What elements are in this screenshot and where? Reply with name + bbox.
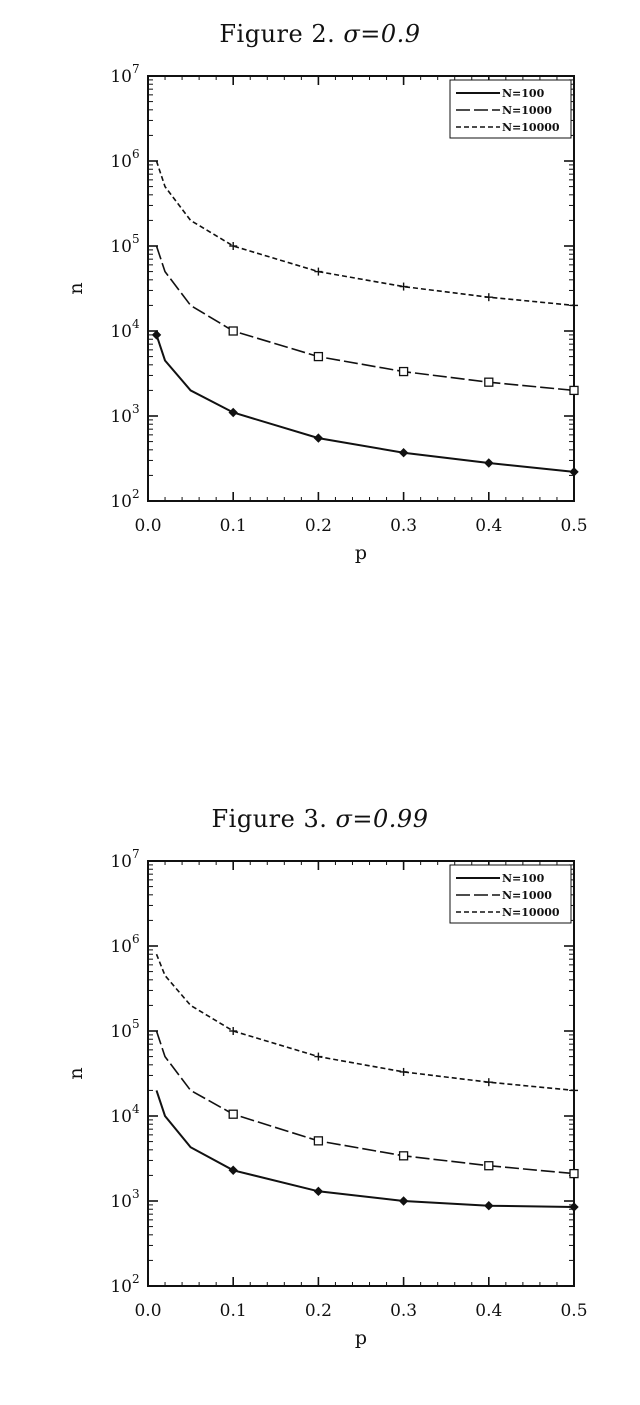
legend-entry: N=100: [502, 87, 545, 100]
y-tick-label: 10: [110, 67, 132, 87]
legend: [450, 80, 571, 138]
data-point: [485, 459, 493, 467]
chart-plot: [0, 845, 640, 1405]
x-tick-label: 0.1: [219, 1301, 247, 1321]
y-tick-exponent: 4: [132, 317, 140, 331]
series-line: [157, 335, 575, 472]
chart-title-param: σ=0.9: [343, 20, 421, 48]
legend-entry: N=10000: [502, 121, 560, 134]
series-line: [157, 1031, 575, 1174]
y-tick-label: 10: [110, 492, 132, 512]
y-tick-exponent: 2: [132, 1272, 140, 1286]
y-tick-label: 10: [110, 322, 132, 342]
data-point: [485, 293, 493, 301]
series-line: [157, 246, 575, 390]
data-point: [400, 283, 408, 291]
chart-plot: [0, 60, 640, 620]
data-point: [153, 331, 161, 339]
y-tick-exponent: 5: [132, 1017, 140, 1031]
data-point: [400, 1068, 408, 1076]
data-point: [229, 1110, 237, 1118]
data-point: [485, 1202, 493, 1210]
y-tick-label: 10: [110, 152, 132, 172]
x-tick-label: 0.0: [134, 1301, 162, 1321]
y-tick-exponent: 5: [132, 232, 140, 246]
y-tick-exponent: 7: [132, 847, 140, 861]
data-point: [314, 268, 322, 276]
x-axis-label: p: [354, 542, 368, 564]
data-point: [314, 1187, 322, 1195]
x-tick-label: 0.4: [475, 1301, 503, 1321]
legend-entry: N=1000: [502, 104, 552, 117]
legend-entry: N=1000: [502, 889, 552, 902]
data-point: [314, 434, 322, 442]
y-tick-label: 10: [110, 407, 132, 427]
data-point: [570, 1170, 578, 1178]
plot-frame: [148, 861, 574, 1286]
y-tick-label: 10: [110, 1107, 132, 1127]
x-tick-label: 0.0: [134, 516, 162, 536]
data-point: [485, 378, 493, 386]
legend-entry: N=10000: [502, 906, 560, 919]
data-point: [314, 1053, 322, 1061]
y-tick-label: 10: [110, 1022, 132, 1042]
x-tick-label: 0.4: [475, 516, 503, 536]
y-tick-exponent: 7: [132, 62, 140, 76]
data-point: [229, 242, 237, 250]
data-point: [400, 1197, 408, 1205]
data-point: [570, 1203, 578, 1211]
chart-title: [0, 805, 640, 833]
data-point: [314, 1137, 322, 1145]
series-line: [157, 161, 575, 305]
y-tick-exponent: 3: [132, 402, 140, 416]
y-tick-label: 10: [110, 1277, 132, 1297]
x-tick-label: 0.5: [560, 1301, 588, 1321]
chart-title-prefix: Figure 2.: [219, 20, 336, 48]
data-point: [570, 468, 578, 476]
y-tick-exponent: 6: [132, 932, 140, 946]
y-tick-exponent: 6: [132, 147, 140, 161]
x-tick-label: 0.2: [304, 516, 332, 536]
y-tick-exponent: 4: [132, 1102, 140, 1116]
data-point: [314, 353, 322, 361]
y-tick-exponent: 3: [132, 1187, 140, 1201]
data-point: [570, 386, 578, 394]
data-point: [400, 449, 408, 457]
legend: [450, 865, 571, 923]
y-tick-label: 10: [110, 937, 132, 957]
y-axis-label: n: [65, 282, 87, 295]
data-point: [400, 1152, 408, 1160]
data-point: [229, 1027, 237, 1035]
y-axis-label: n: [65, 1067, 87, 1080]
y-tick-label: 10: [110, 1192, 132, 1212]
chart-title-param: σ=0.99: [335, 805, 429, 833]
data-point: [229, 408, 237, 416]
x-axis-label: p: [354, 1327, 368, 1349]
data-point: [570, 1086, 578, 1094]
data-point: [485, 1078, 493, 1086]
y-tick-label: 10: [110, 237, 132, 257]
data-point: [485, 1162, 493, 1170]
legend-entry: N=100: [502, 872, 545, 885]
x-tick-label: 0.1: [219, 516, 247, 536]
data-point: [570, 301, 578, 309]
data-point: [229, 1166, 237, 1174]
x-tick-label: 0.5: [560, 516, 588, 536]
series-line: [157, 954, 575, 1090]
x-tick-label: 0.3: [390, 1301, 418, 1321]
data-point: [229, 327, 237, 335]
plot-frame: [148, 76, 574, 501]
data-point: [400, 368, 408, 376]
y-tick-exponent: 2: [132, 487, 140, 501]
y-tick-label: 10: [110, 852, 132, 872]
chart-title: [0, 20, 640, 48]
chart-title-prefix: Figure 3.: [211, 805, 328, 833]
x-tick-label: 0.3: [390, 516, 418, 536]
x-tick-label: 0.2: [304, 1301, 332, 1321]
